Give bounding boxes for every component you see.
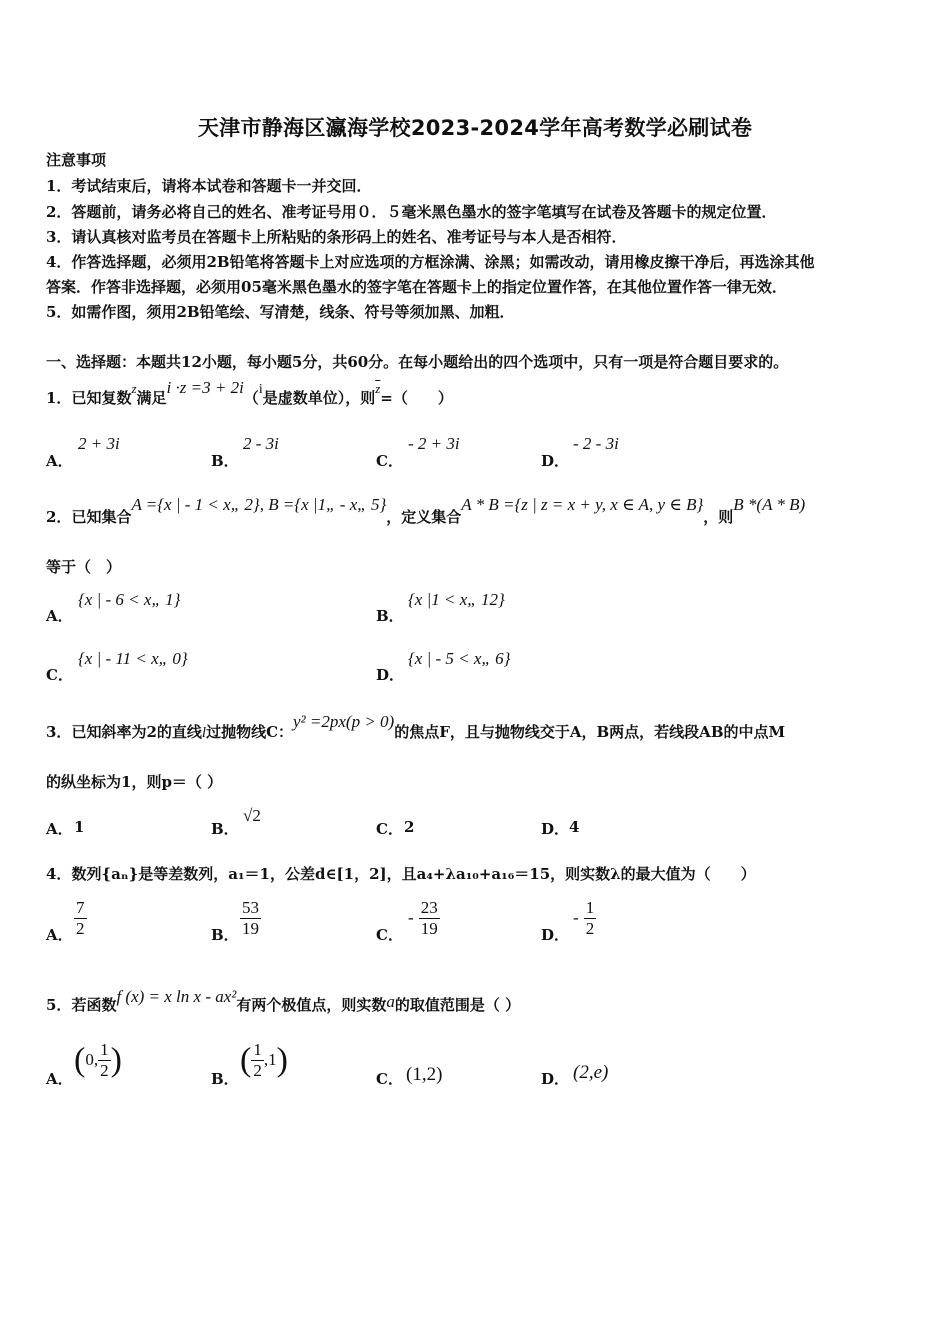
option-d-value: - $\frac{1}{2}$ [573, 898, 595, 938]
question-5: 5．若函数f (x) = x ln x - ax²有两个极值点，则实数a的取值范围是（ ） [46, 987, 521, 1014]
option-c-value: (1,2) [406, 1064, 443, 1085]
question-number: 1． [46, 389, 72, 407]
question-number: 4． [46, 865, 72, 883]
option-a-value: 2 + 3i [78, 434, 120, 453]
option-d-label: D． [541, 1070, 570, 1088]
question-3: 3．已知斜率为2的直线l过抛物线C：y² =2px(p > 0)的焦点F，且与抛物线交于A，B两点，若线段AB的中点M [46, 712, 786, 741]
option-c-label: C． [376, 926, 403, 944]
question-number: 5． [46, 996, 72, 1014]
option-d-label: D． [541, 452, 570, 470]
option-c-label: C． [376, 1070, 403, 1088]
option-a-label: A． [46, 1070, 73, 1088]
option-c-label: C． [376, 452, 403, 470]
operation-definition: A * B ={z | z = x + y, x ∈ A, y ∈ B} [461, 495, 704, 514]
option-d-label: D． [376, 666, 405, 684]
notice-heading: 注意事项 [46, 151, 107, 169]
question-number: 3． [46, 723, 72, 741]
question-1: 1．已知复数z满足i ·z =3 + 2i（i是虚数单位），则$\overline{z}=$（ ） [46, 378, 453, 407]
option-c-value: 2 [404, 818, 415, 836]
notice-item: 答案．作答非选择题，必须用05毫米黑色墨水的签字笔在答题卡上的指定位置作答，在其他位置作答一律无效． [46, 278, 787, 296]
option-c-value: {x | - 11 < x„ 0} [78, 649, 188, 668]
option-d-value: 4 [569, 818, 580, 836]
option-b-label: B． [211, 1070, 239, 1088]
option-b-label: B． [211, 452, 239, 470]
option-b-value: {x |1 < x„ 12} [408, 590, 505, 609]
option-d-value: {x | - 5 < x„ 6} [408, 649, 511, 668]
option-b-label: B． [211, 926, 239, 944]
notice-item: 4．作答选择题，必须用2B铅笔将答题卡上对应选项的方框涂满、涂黑；如需改动，请用橡皮擦干净后，再选涂其他 [46, 253, 815, 271]
option-a-label: A． [46, 607, 73, 625]
option-b-label: B． [376, 607, 404, 625]
option-a-value: $\frac{7}{2}$ [76, 898, 85, 938]
question-number: 2． [46, 508, 72, 526]
option-a-label: A． [46, 820, 73, 838]
option-a-value: 1 [74, 818, 85, 836]
option-a-value: (0, $\frac{1}{2}$ ) [74, 1040, 122, 1080]
option-a-label: A． [46, 926, 73, 944]
notice-item: 2．答题前，请务必将自己的姓名、准考证号用０．５毫米黑色墨水的签字笔填写在试卷及答题卡的规定位置． [46, 203, 777, 221]
option-b-label: B． [211, 820, 239, 838]
option-c-value: - $\frac{23}{19}$ [408, 898, 438, 938]
option-b-value: $\frac{53}{19}$ [242, 898, 259, 938]
option-b-value: 2 - 3i [243, 434, 279, 453]
option-d-value: - 2 - 3i [573, 434, 619, 453]
option-c-value: - 2 + 3i [408, 434, 460, 453]
equation: i ·z =3 + 2i [166, 378, 244, 397]
expression: B *(A * B) [733, 495, 806, 514]
notice-item: 1．考试结束后，请将本试卷和答题卡一并交回． [46, 177, 372, 195]
function-definition: f (x) = x ln x - ax² [116, 987, 237, 1006]
parabola-equation: y² =2px(p > 0) [293, 712, 395, 731]
set-definition: A ={x | - 1 < x„ 2}, B ={x |1„ - x„ 5} [131, 495, 387, 514]
section-heading: 一、选择题：本题共12小题，每小题5分，共60分。在每小题给出的四个选项中，只有一项是符合题目要求的。 [46, 353, 789, 371]
option-d-value: (2,e) [573, 1062, 609, 1083]
option-d-label: D． [541, 926, 570, 944]
notice-item: 3．请认真核对监考员在答题卡上所粘贴的条形码上的姓名、准考证号与本人是否相符． [46, 228, 627, 246]
option-c-label: C． [376, 820, 403, 838]
option-d-label: D． [541, 820, 570, 838]
option-a-label: A． [46, 452, 73, 470]
notice-item: 5．如需作图，须用2B铅笔绘、写清楚，线条、符号等须加黑、加粗． [46, 303, 515, 321]
option-c-label: C． [46, 666, 73, 684]
question-3-continued: 的纵坐标为1，则p＝（ ） [46, 773, 223, 791]
option-b-value: √2 [243, 806, 261, 825]
question-2: 2．已知集合A ={x | - 1 < x„ 2}, B ={x |1„ - x„ 5}，定义集合A * B ={z | z = x + y, x ∈ A, y ∈ B}，则B *(A * B) [46, 495, 806, 526]
question-4: 4．数列{aₙ}是等差数列，a₁＝1，公差d∈[1，2]，且a₄+λa₁₀+a₁₆＝15，则实数λ的最大值为（ ） [46, 865, 756, 883]
option-a-value: {x | - 6 < x„ 1} [78, 590, 181, 609]
page-title: 天津市静海区瀛海学校2023-2024学年高考数学必刷试卷 [197, 116, 753, 140]
question-2-continued: 等于（ ） [46, 558, 122, 576]
option-b-value: ( $\frac{1}{2}$ ,1) [240, 1040, 288, 1080]
